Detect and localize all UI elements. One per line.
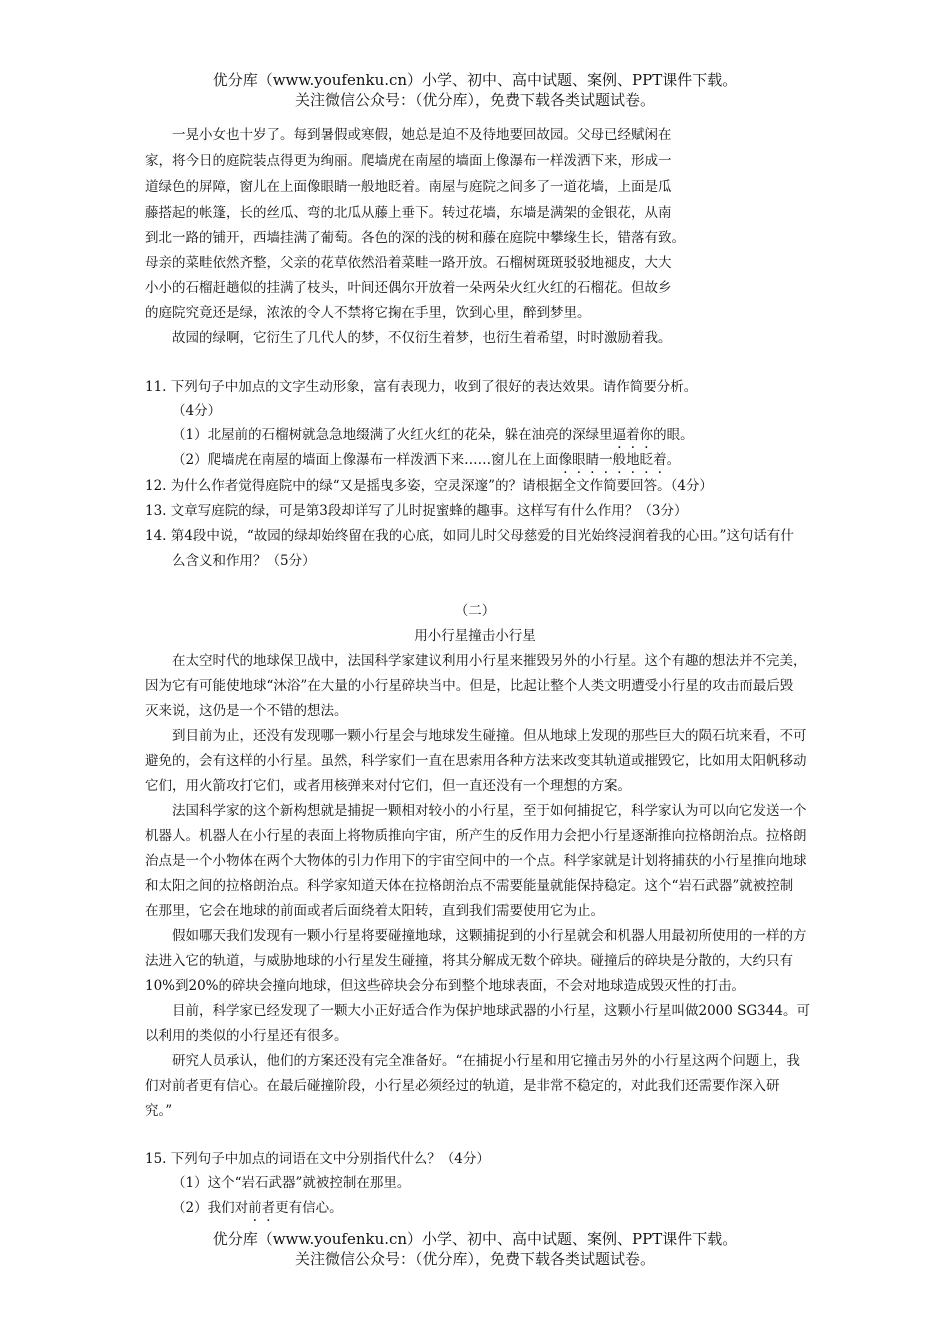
emphasis-char: 着 [653, 452, 667, 468]
passage-1-line: 小小的石榴赶趟似的挂满了枝头，叶间还偶尔开放着一朵两朵火红火红的石榴花。但故乡 [145, 280, 672, 296]
question-14: 14. 第4段中说，“故园的绿却始终留在我的心底，如同儿时父母慈爱的目光始终浸润着我的心田。”这句话有什 [145, 528, 794, 544]
page-header [0, 70, 950, 110]
emphasis-char: 眨 [639, 452, 654, 468]
passage-1-line: 的庭院究竟还是绿，浓浓的令人不禁将它掬在手里，饮到心里，醉到梦里。 [145, 305, 591, 321]
dotted-text [559, 452, 667, 468]
header-line-2: 关注微信公众号：（优分库），免费下载各类试题试卷。 [294, 91, 655, 109]
dotted-text [248, 1200, 275, 1216]
passage-2-line: 以利用的类似的小行星还有很多。 [145, 1028, 348, 1044]
passage-2-line: 究。” [145, 1103, 173, 1119]
passage-2-line: 因为它有可能使地球“沐浴”在大量的小行星碎块当中。但是，比起让整个人类文明遭受小行星的攻击而最后毁 [145, 678, 794, 694]
question-12: 12. 为什么作者觉得庭院中的绿“又是摇曳多姿，空灵深邃”的？请根据全文作简要回答。（4分） [145, 478, 713, 494]
question-15: 15. 下列句子中加点的词语在文中分别指代什么？（4分） [145, 1151, 490, 1167]
passage-2-line: 假如哪天我们发现有一颗小行星将要碰撞地球，这颗捕捉到的小行星就会和机器人用最初所使用的一样的方 [172, 928, 807, 944]
dotted-text [613, 427, 654, 443]
emphasis-char: 眼 [572, 452, 586, 468]
question-13: 13. 文章写庭院的绿，可是第3段却详写了儿时捉蜜蜂的趣事。这样写有什么作用？（3分） [145, 503, 688, 519]
passage-2-line: 灭来说，这仍是一个不错的想法。 [145, 703, 348, 719]
passage-1-line: 到北一路的铺开，西墙挂满了葡萄。各色的深的浅的树和藤在庭院中攀缘生长，错落有致。 [145, 230, 685, 246]
passage-2-line: 法国科学家的这个新构想就是捕捉一颗相对较小的小行星，至于如何捕捉它，科学家认为可以向它发送一个 [172, 803, 807, 819]
section-number: （二） [454, 603, 496, 619]
passage-2-line: 治点是一个小物体在两个大物体的引力作用下的宇宙空间中的一个点。科学家就是计划将捕获的小行星推向地球 [145, 853, 807, 869]
passage-1-line: 道绿色的屏障，窗儿在上面像眼睛一般地眨着。南屋与庭院之间多了一道花墙，上面是瓜 [145, 179, 672, 195]
passage-2-line: 研究人员承认，他们的方案还没有完全准备好。“在捕捉小行星和用它撞击另外的小行星这两个问题上，我 [172, 1053, 800, 1069]
question-14-continued: 么含义和作用？（5分） [172, 553, 316, 569]
emphasis-char: 地 [626, 452, 640, 468]
emphasis-char: 者 [261, 1200, 276, 1216]
passage-2-line: 们对前者更有信心。在最后碰撞阶段，小行星必须经过的轨道，是非常不稳定的，对此我们还需要作深入研 [145, 1078, 780, 1094]
passage-2-line: 它们，用火箭攻打它们，或者用核弹来对付它们，但一直还没有一个理想的方案。 [145, 778, 631, 794]
page-footer [0, 1229, 950, 1269]
footer-line-1: 优分库（www.youfenku.cn）小学、初中、高中试题、案例、PPT课件下载。 [212, 1230, 738, 1248]
passage-1-line: 藤搭起的帐篷，长的丝瓜、弯的北瓜从藤上垂下。转过花墙，东墙是满架的金银花，从南 [145, 205, 672, 221]
question-15-sentence-2: （2）我们对前者更有信心。 [172, 1200, 343, 1216]
question-11-sentence-1: （1）北屋前的石榴树就急急地缀满了火红火红的花朵，躲在油亮的深绿里逼着你的眼。 [172, 427, 694, 443]
passage-2-line: 在那里，它会在地球的前面或者后面绕着太阳转，直到我们需要使用它为止。 [145, 903, 604, 919]
article-title: 用小行星撞击小行星 [414, 628, 536, 644]
passage-2-line: 机器人。机器人在小行星的表面上将物质推向宇宙，所产生的反作用力会把小行星逐渐推向拉格朗治点。拉格朗 [145, 828, 807, 844]
emphasis-char: 睛 [585, 452, 600, 468]
plain-text: 岩石武器 [241, 1175, 296, 1191]
passage-2-line: 到目前为止，还没有发现哪一颗小行星会与地球发生碰撞。但从地球上发现的那些巨大的陨石坑来看，不可 [172, 728, 807, 744]
footer-line-2: 关注微信公众号：（优分库），免费下载各类试题试卷。 [294, 1250, 655, 1268]
emphasis-char: 你 [639, 427, 654, 443]
passage-1-line: 家，将今日的庭院装点得更为绚丽。爬墙虎在南屋的墙面上像瀑布一样泼洒下来，形成一 [145, 153, 672, 169]
passage-1-line: 一晃小女也十岁了。每到暑假或寒假，她总是迫不及待地要回故园。父母已经赋闲在 [172, 127, 672, 143]
header-line-1: 优分库（www.youfenku.cn）小学、初中、高中试题、案例、PPT课件下载。 [212, 71, 738, 89]
passage-2-line: 目前，科学家已经发现了一颗大小正好适合作为保护地球武器的小行星，这颗小行星叫做2000 SG344。可 [172, 1003, 810, 1019]
passage-2-line: 在太空时代的地球保卫战中，法国科学家建议利用小行星来摧毁另外的小行星。这个有趣的想法并不完美， [172, 653, 807, 669]
emphasis-char: 逼 [612, 427, 627, 443]
question-11-sentence-2: （2）爬墙虎在南屋的墙面上像瀑布一样泼洒下来……窗儿在上面像眼睛一般地眨着。 [172, 452, 681, 468]
passage-2-line: 10%到20%的碎块会撞向地球，但这些碎块会分布到整个地球表面，不会对地球造成毁灭性的打击。 [145, 978, 746, 994]
emphasis-char: 着 [626, 427, 640, 443]
emphasis-char: 一 [599, 452, 613, 468]
passage-2-line: 和太阳之间的拉格朗治点。科学家知道天体在拉格朗治点不需要能量就能保持稳定。这个“岩石武器”就被控制 [145, 878, 794, 894]
question-11-score: （4分） [172, 403, 222, 419]
passage-2-line: 法进入它的轨道，与威胁地球的小行星发生碰撞，将其分解成无数个碎块。碰撞后的碎块是分散的，大约只有 [145, 953, 793, 969]
passage-2-line: 避免的，会有这样的小行星。虽然，科学家们一直在思索用各种方法来改变其轨道或摧毁它，比如用太阳帆移动 [145, 753, 807, 769]
passage-1-line: 故园的绿啊，它衍生了几代人的梦，不仅衍生着梦，也衍生着希望，时时激励着我。 [172, 330, 672, 346]
passage-1-line: 母亲的菜畦依然齐整，父亲的花草依然沿着菜畦一路开放。石榴树斑斑驳驳地褪皮，大大 [145, 255, 672, 271]
emphasis-char: 像 [558, 452, 573, 468]
question-11: 11. 下列句子中加点的文字生动形象，富有表现力，收到了很好的表达效果。请作简要分析。 [145, 379, 698, 395]
emphasis-char: 般 [612, 452, 627, 468]
emphasis-char: 前 [248, 1200, 262, 1216]
question-15-sentence-1: （1）这个“岩石武器”就被控制在那里。 [172, 1175, 411, 1191]
